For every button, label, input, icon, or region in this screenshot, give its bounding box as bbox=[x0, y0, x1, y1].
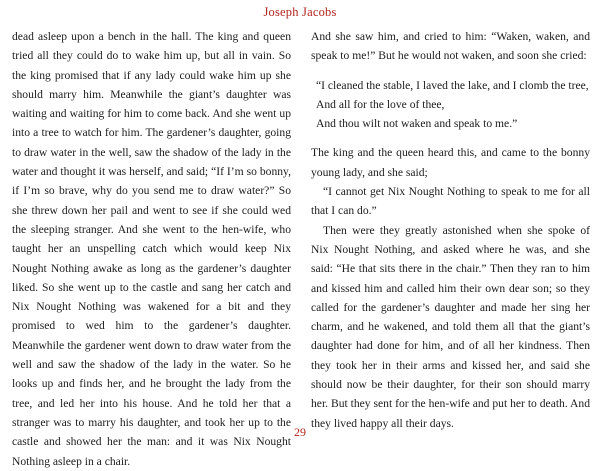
page-number: 29 bbox=[294, 425, 306, 439]
verse-line-3: And thou wilt not waken and speak to me.” bbox=[316, 117, 518, 131]
right-paragraph-1: And she saw him, and cried to him: “Waken, waken, and speak to me!” But he would not waken, and soon she cried: bbox=[311, 30, 590, 63]
right-text-column bbox=[311, 27, 590, 433]
right-paragraph-4: Then were they greatly astonished when she spoke of Nix Nought Nothing, and asked where he was, and she said: “He that sits there in the chair.” Then they ran to him and kissed him and called him their own dear son; so they called for the gardener’s daughter and made her sing her charm, and he wakened, and told them all that the giant’s daughter had done for him, and of all her kindness. Then they took her in their arms and kissed her, and said she should now be their daughter, for their son should marry her. But they sent for the hen-wife and put her to death. And they lived happy all their days. bbox=[311, 223, 590, 430]
right-paragraph-2: The king and the queen heard this, and came to the bonny young lady, and she said; bbox=[311, 146, 590, 179]
left-text-column bbox=[12, 27, 291, 471]
verse-line-2: And all for the love of thee, bbox=[316, 97, 445, 111]
verse-line-1: “I cleaned the stable, I laved the lake, and I clomb the tree, bbox=[316, 78, 589, 92]
right-paragraph-3: “I cannot get Nix Nought Nothing to speak to me for all that I can do.” bbox=[311, 185, 590, 218]
running-header-title: Joseph Jacobs bbox=[263, 5, 337, 19]
verse-block bbox=[311, 76, 590, 134]
left-paragraph-1: dead asleep upon a bench in the hall. The king and queen tried all they could do to wake him up, but all in vain. So the king promised that if any lady could wake him up she should marry him. Meanwhile the giant’s daughter was waiting and waiting for him to come back. And she went up into a tree to watch for him. The gardener’s daughter, going to draw water in the well, saw the shadow of the lady in the water and thought it was herself, and said; “If I’m so bonny, if I’m so brave, why do you send me to draw water?” So she threw down her pail and went to see if she could wed the sleeping stranger. And she went to the hen-wife, who taught her an unspelling catch which would keep Nix Nought Nothing awake as long as the gardener’s daughter liked. So she went up to the castle and sang her catch and Nix Nought Nothing was wakened for a bit and they promised to wed him to the gardener’s daughter. Meanwhile the gardener went down to draw water from the well and saw the shadow of the lady in the water. So he looks up and finds her, and he brought the lady from the tree, and led her into his house. And he told her that a stranger was to marry his daughter, and took her up to the castle and showed her the man: and it was Nix Nought Nothing asleep in a chair. bbox=[12, 30, 291, 468]
